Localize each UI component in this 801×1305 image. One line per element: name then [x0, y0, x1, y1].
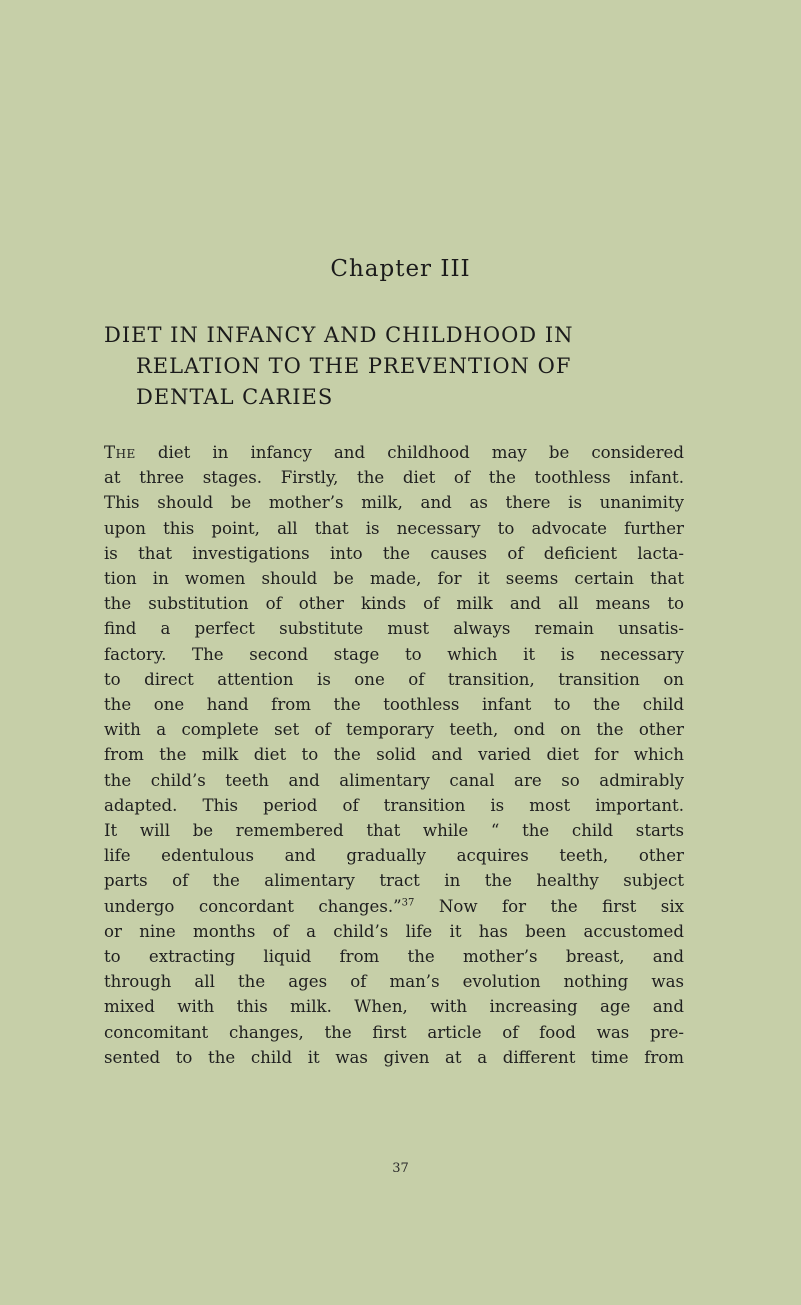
- page-number: 37: [392, 1161, 409, 1176]
- text-line: concomitant changes, the first article of food was pre-: [104, 1022, 684, 1042]
- text-line: at three stages. Firstly, the diet of the toothless infant.: [104, 468, 684, 488]
- text-line: [104, 440, 684, 465]
- text-line: upon this point, all that is necessary to advocate further: [104, 518, 684, 538]
- text-line: life edentulous and gradually acquires teeth, other: [104, 846, 684, 866]
- text-line: the one hand from the toothless infant to the child: [104, 695, 684, 715]
- text-span: diet in infancy and childhood may be considered: [135, 443, 684, 462]
- chapter-title: [104, 320, 664, 413]
- text-line: sented to the child it was given at a different time from: [104, 1047, 684, 1067]
- chapter-label: Chapter: [330, 256, 433, 282]
- text-line: from the milk diet to the solid and varied diet for which: [104, 745, 684, 765]
- text-line: parts of the alimentary tract in the healthy subject: [104, 871, 684, 891]
- text-span: Now for the first six: [414, 896, 684, 916]
- text-line: with a complete set of temporary teeth, ond on the other: [104, 720, 684, 740]
- opening-word: The: [104, 443, 136, 462]
- text-line: is that investigations into the causes of deficient lacta-: [104, 543, 684, 563]
- chapter-number: III: [440, 256, 471, 282]
- text-line: or nine months of a child’s life it has been accustomed: [104, 921, 684, 941]
- title-line: DIET IN INFANCY AND CHILDHOOD IN: [104, 323, 574, 347]
- footnote-reference: 37: [401, 897, 415, 909]
- text-line: the substitution of other kinds of milk and all means to: [104, 594, 684, 614]
- text-line: This should be mother’s milk, and as there is unanimity: [104, 493, 684, 513]
- text-line: It will be remembered that while “ the child starts: [104, 821, 684, 841]
- text-line: to extracting liquid from the mother’s breast, and: [104, 947, 684, 967]
- text-line: find a perfect substitute must always remain unsatis-: [104, 619, 684, 639]
- text-line: adapted. This period of transition is most important.: [104, 795, 684, 815]
- text-line: to direct attention is one of transition, transition on: [104, 669, 684, 689]
- text-line: the child’s teeth and alimentary canal are so admirably: [104, 770, 684, 790]
- text-line: through all the ages of man’s evolution nothing was: [104, 972, 684, 992]
- text-span: undergo concordant changes.”: [104, 896, 402, 916]
- title-line: RELATION TO THE PREVENTION OF: [136, 354, 572, 378]
- text-line: [104, 894, 684, 919]
- text-line: factory. The second stage to which it is necessary: [104, 644, 684, 664]
- title-line: DENTAL CARIES: [136, 385, 334, 409]
- body-text: [104, 440, 684, 1070]
- text-line: mixed with this milk. When, with increasing age and: [104, 997, 684, 1017]
- chapter-heading: [0, 256, 801, 282]
- text-line: tion in women should be made, for it seems certain that: [104, 569, 684, 589]
